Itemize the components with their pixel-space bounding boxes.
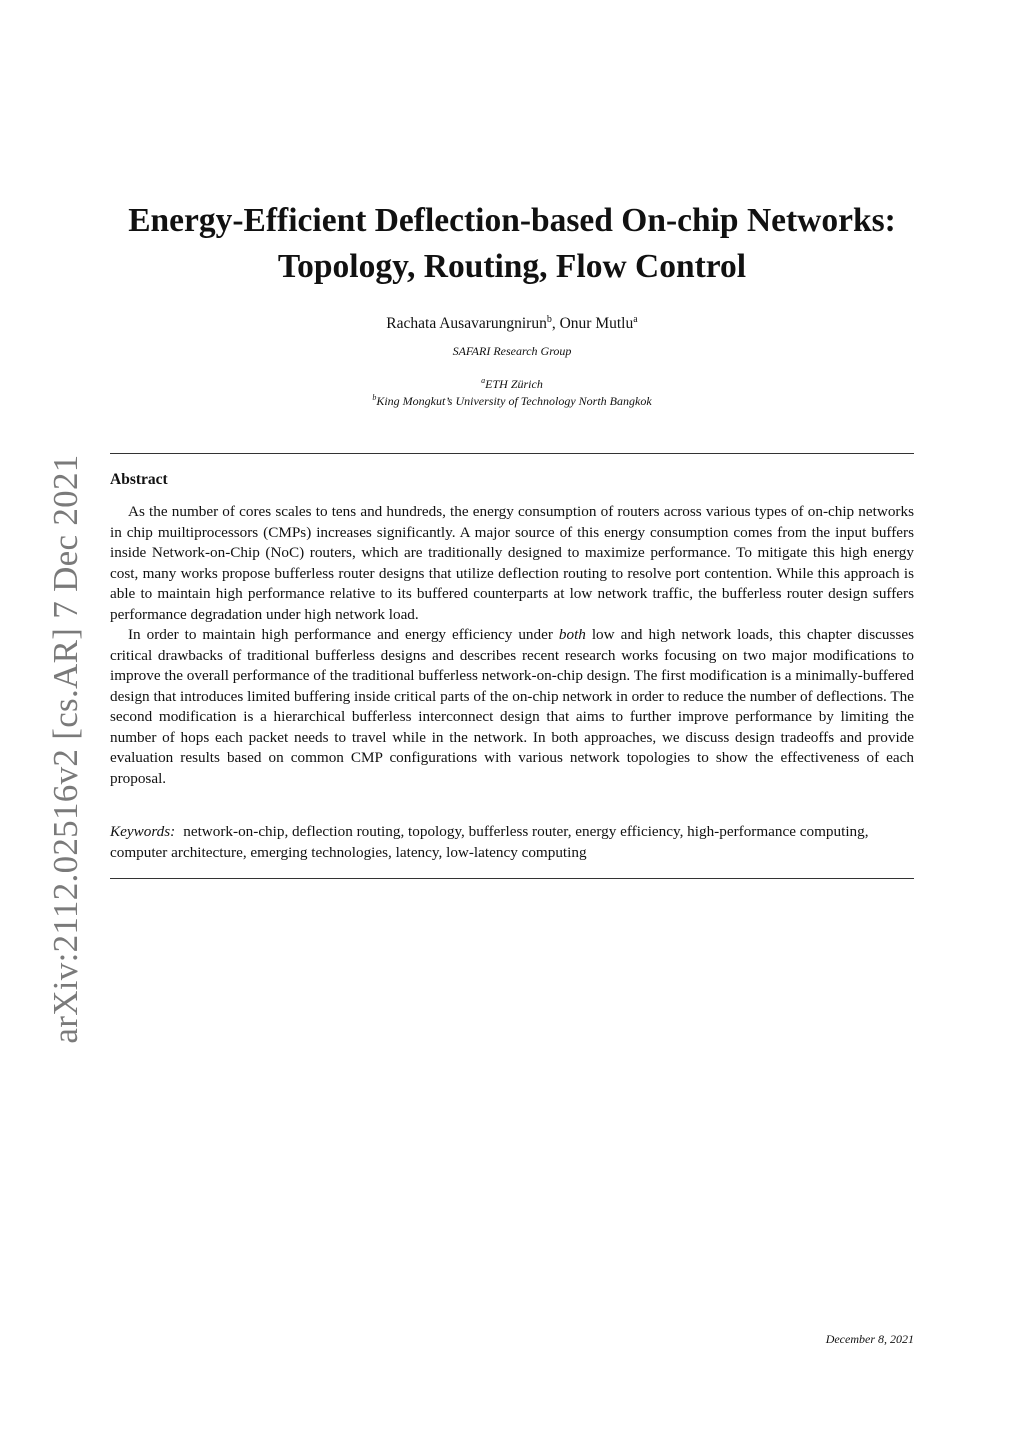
author-list [100,314,924,334]
abstract-body [110,502,914,789]
affiliation-mark: b [372,393,377,402]
arxiv-identifier-stamp: arXiv:2112.02516v2 [cs.AR] 7 Dec 2021 [46,454,85,1044]
affiliation-name: ETH Zürich [485,377,543,391]
abstract-text: In order to maintain high performance and energy efficiency under [128,626,559,643]
author-separator: , [551,315,560,332]
abstract-heading: Abstract [110,471,168,488]
affiliation-b [100,393,924,409]
abstract-text: low and high network loads, this chapter discusses critical drawbacks of traditional bufferless designs and describes recent research works focusing on two major modifications to improve the overall performance of the traditional bufferless network-on-chip design. The first modification is a minimally-buffered design that introduces limited buffering inside critical parts of the on-chip network in order to reduce the number of deflections. The second modification is a hierarchical bufferless interconnect design that aims to further improve performance by limiting the number of hops each packet needs to travel while in the network. In both approaches, we discuss design tradeoffs and provide evaluation results based on common CMP configurations with various network topologies to show the effectiveness of each proposal. [110,626,914,787]
abstract-paragraph-2 [110,625,914,789]
author-affiliation-mark: b [546,314,552,325]
abstract-paragraph-1: As the number of cores scales to tens and hundreds, the energy consumption of routers across various types of on-chip networks in chip muiltiprocessors (CMPs) increases significantly. A major source of this energy consumption comes from the input buffers inside Network-on-Chip (NoC) routers, which are traditionally designed to maximize performance. To mitigate this high energy cost, many works propose bufferless router designs that utilize deflection routing to resolve port contention. While this approach is able to maintain high performance relative to its buffered counterparts at low network traffic, the bufferless router design suffers performance degradation under high network load. [110,503,914,623]
footer-date: December 8, 2021 [825,1332,914,1346]
author-name: Onur Mutlu [559,315,634,332]
abstract-emphasis: both [558,626,586,643]
title-line-1: Energy-Efficient Deflection-based On-chip Networks: [128,202,896,239]
paper-title [100,198,924,290]
bottom-divider [110,878,914,879]
keywords-label: Keywords: [110,823,176,840]
keywords-text: network-on-chip, deflection routing, topology, bufferless router, energy efficiency, high-performance computing, computer architecture, emerging technologies, latency, low-latency computing [110,823,869,861]
affiliation-mark: a [481,376,486,385]
keywords [110,822,914,863]
affiliation-a [100,376,924,392]
author-affiliation-mark: a [633,314,638,325]
affiliation-name: King Mongkut’s University of Technology North Bangkok [376,394,652,408]
research-group: SAFARI Research Group [452,344,572,358]
title-line-2: Topology, Routing, Flow Control [277,248,747,285]
author-name: Rachata Ausavarungnirun [386,315,547,332]
top-divider [110,453,914,454]
